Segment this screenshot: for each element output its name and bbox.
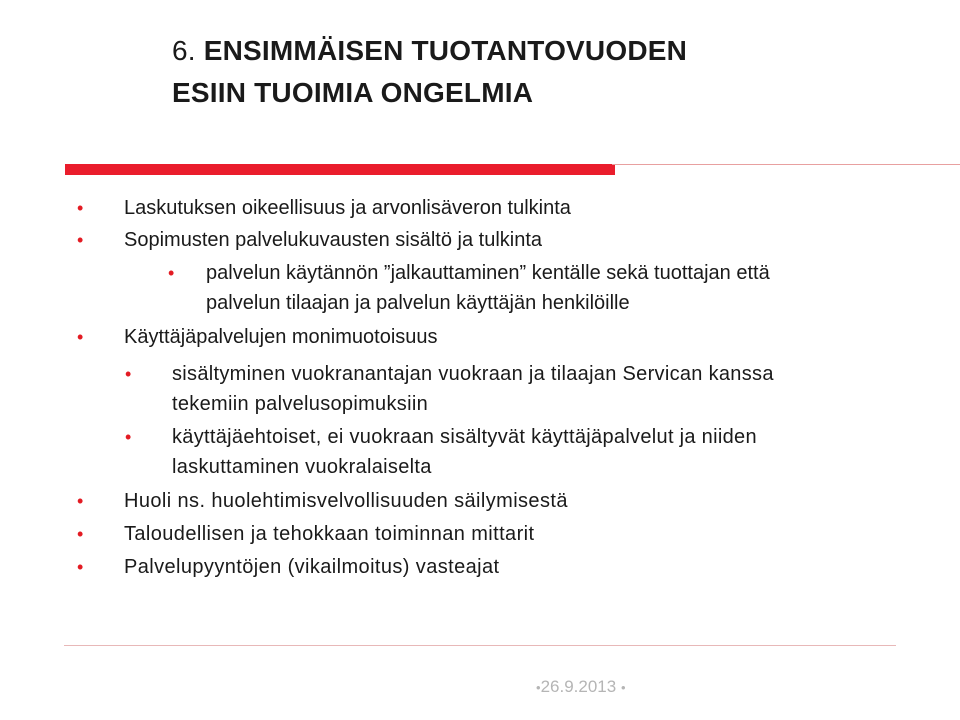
title-divider	[62, 163, 902, 177]
bullet-icon: •	[125, 427, 132, 447]
bullet-icon: •	[168, 263, 175, 283]
title-number: 6.	[172, 35, 196, 66]
bullet-text: sisältyminen vuokranantajan vuokraan ja tilaajan Servican kanssa	[172, 363, 774, 385]
bullet-text: Käyttäjäpalvelujen monimuotoisuus	[124, 326, 438, 348]
title-line-2: ESIIN TUOIMIA ONGELMIA	[172, 77, 534, 108]
bullet-text: Sopimusten palvelukuvausten sisältö ja tulkinta	[124, 229, 543, 251]
sub-bullet-continuation-2	[172, 389, 428, 419]
title-text-1: ENSIMMÄISEN TUOTANTOVUODEN	[195, 35, 688, 66]
bullet-text: Palvelupyyntöjen (vikailmoitus) vasteajat	[124, 556, 500, 578]
sub-bullet-continuation-3	[172, 452, 432, 482]
bullet-item-1	[77, 193, 571, 223]
bullet-icon: •	[77, 230, 84, 250]
bullet-item-3	[77, 322, 438, 352]
bullet-item-5	[77, 519, 535, 549]
bullet-icon: •	[77, 524, 84, 544]
bullet-text: palvelun tilaajan ja palvelun käyttäjän henkilöille	[206, 292, 630, 314]
sub-bullet-continuation-1	[206, 288, 630, 318]
bullet-text: tekemiin palvelusopimuksiin	[172, 393, 428, 415]
sub-bullet-item-3	[125, 422, 757, 452]
sub-bullet-item-1	[168, 258, 770, 288]
bullet-icon: •	[77, 327, 84, 347]
footer-bullet-icon: •	[620, 680, 626, 695]
footer-divider	[64, 645, 896, 646]
bullet-text: palvelun käytännön ”jalkauttaminen” kentälle sekä tuottajan että	[206, 262, 770, 284]
title-line-1	[172, 30, 912, 72]
bullet-text: Laskutuksen oikeellisuus ja arvonlisäveron tulkinta	[124, 197, 571, 219]
bullet-item-6	[77, 552, 500, 582]
bullet-item-2	[77, 225, 543, 255]
title-divider-red-bar	[65, 164, 615, 175]
bullet-text: käyttäjäehtoiset, ei vuokraan sisältyvät käyttäjäpalvelut ja niiden	[172, 426, 757, 448]
sub-bullet-item-2	[125, 359, 774, 389]
footer-date	[536, 676, 646, 699]
bullet-text: Huoli ns. huolehtimisvelvollisuuden säilymisestä	[124, 490, 568, 512]
footer-date-text: 26.9.2013	[540, 677, 617, 696]
bullet-icon: •	[77, 557, 84, 577]
title-divider-thin-line	[612, 164, 960, 165]
slide-title	[172, 30, 912, 114]
bullet-icon: •	[77, 198, 84, 218]
bullet-icon: •	[125, 364, 132, 384]
bullet-item-4	[77, 486, 568, 516]
bullet-icon: •	[77, 491, 84, 511]
bullet-text: laskuttaminen vuokralaiselta	[172, 456, 432, 478]
bullet-text: Taloudellisen ja tehokkaan toiminnan mittarit	[124, 523, 535, 545]
footer-bullet-icon: •	[536, 680, 541, 695]
